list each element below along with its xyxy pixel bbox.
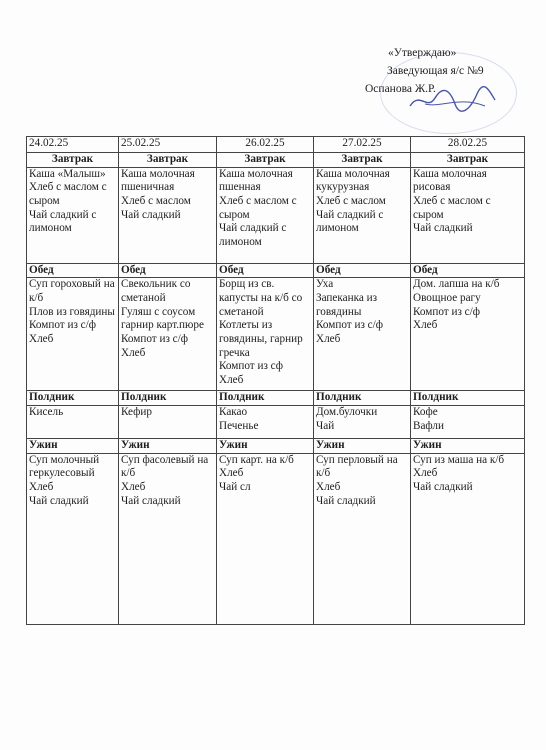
dish-item: Компот из сф bbox=[219, 360, 284, 373]
meal-label: Ужин bbox=[119, 438, 217, 453]
dish-item: Котлеты из говядины, гарнир гречка bbox=[219, 319, 303, 359]
dish-item: Вафли bbox=[413, 419, 444, 432]
dish-item: Чай сладкий с лимоном bbox=[316, 208, 384, 235]
menu-cell bbox=[411, 453, 525, 624]
meal-label: Обед bbox=[119, 263, 217, 278]
menu-cell bbox=[217, 278, 314, 391]
menu-cell bbox=[314, 167, 411, 263]
dish-item: Чай сладкий с лимоном bbox=[29, 208, 97, 235]
dish-item: Чай сладкий с лимоном bbox=[219, 222, 287, 248]
meal-label: Завтрак bbox=[314, 153, 411, 168]
meal-header-row bbox=[27, 391, 525, 406]
dish-item: Хлеб bbox=[29, 480, 54, 493]
meal-label: Ужин bbox=[411, 438, 525, 453]
meal-items-row bbox=[27, 405, 525, 438]
dish-item: Хлеб bbox=[316, 480, 341, 493]
dates-row bbox=[27, 137, 525, 153]
dish-item: Чай сладкий bbox=[413, 480, 473, 493]
menu-cell bbox=[217, 167, 314, 263]
approval-name: Оспанова Ж.Р. bbox=[365, 82, 436, 95]
meal-items-row bbox=[27, 453, 525, 624]
dish-item: Каша «Малыш» bbox=[29, 167, 106, 180]
menu-cell bbox=[27, 278, 119, 391]
dish-item: Дом. лапша на к/б bbox=[413, 278, 500, 291]
dish-item: Компот из с/ф bbox=[121, 332, 189, 345]
dish-item: Хлеб с маслом с сыром bbox=[29, 181, 107, 207]
dish-item: Чай bbox=[316, 419, 335, 432]
dish-item: Компот из с/ф bbox=[29, 319, 97, 332]
dish-item: Уха bbox=[316, 278, 334, 291]
dish-item: Запеканка из говядины bbox=[316, 291, 378, 318]
dish-item: Чай сладкий bbox=[121, 494, 181, 507]
menu-cell bbox=[314, 278, 411, 391]
dish-item: Каша молочная кукурузная bbox=[316, 167, 390, 194]
dish-item: Борщ из св. капусты на к/б со сметаной bbox=[219, 278, 303, 318]
dish-item: Хлеб bbox=[413, 467, 438, 480]
dish-item: Хлеб bbox=[121, 346, 146, 359]
menu-cell bbox=[314, 405, 411, 438]
date-cell: 26.02.25 bbox=[217, 137, 314, 153]
dish-item: Каша молочная пшенная bbox=[219, 167, 293, 194]
dish-item: Печенье bbox=[219, 419, 259, 432]
meal-label: Завтрак bbox=[119, 153, 217, 168]
meal-label: Завтрак bbox=[217, 153, 314, 168]
meal-items-row bbox=[27, 167, 525, 263]
menu-cell bbox=[119, 278, 217, 391]
dish-item: Хлеб с маслом bbox=[121, 194, 191, 207]
meal-label: Завтрак bbox=[27, 153, 119, 168]
dish-item: Суп из маша на к/б bbox=[413, 453, 505, 466]
approval-title: «Утверждаю» bbox=[388, 47, 457, 59]
dish-item: Кофе bbox=[413, 405, 438, 418]
meal-label: Обед bbox=[217, 263, 314, 278]
dish-item: Хлеб bbox=[413, 319, 438, 332]
date-cell: 27.02.25 bbox=[314, 137, 411, 153]
meal-label: Обед bbox=[27, 263, 119, 278]
meal-label: Ужин bbox=[217, 438, 314, 453]
dish-item: Свекольник со сметаной bbox=[121, 278, 191, 304]
date-cell: 24.02.25 bbox=[27, 137, 119, 153]
menu-cell bbox=[314, 453, 411, 624]
dish-item: Чай сладкий bbox=[316, 494, 376, 507]
approval-block bbox=[350, 45, 530, 98]
dish-item: Хлеб bbox=[29, 332, 54, 345]
meal-label: Полдник bbox=[27, 391, 119, 406]
dish-item: Хлеб bbox=[219, 467, 244, 480]
meal-label: Полдник bbox=[217, 391, 314, 406]
menu-cell bbox=[217, 405, 314, 438]
meal-label: Обед bbox=[411, 263, 525, 278]
meal-label: Полдник bbox=[314, 391, 411, 406]
menu-cell bbox=[119, 453, 217, 624]
meal-label: Завтрак bbox=[411, 153, 525, 168]
dish-item: Суп фасолевый на к/б bbox=[121, 453, 209, 480]
dish-item: Каша молочная рисовая bbox=[413, 167, 487, 194]
dish-item: Суп гороховый на к/б bbox=[29, 278, 115, 304]
menu-cell bbox=[119, 405, 217, 438]
meal-header-row bbox=[27, 153, 525, 168]
dish-item: Компот из с/ф bbox=[316, 319, 384, 332]
dish-item: Хлеб с маслом с сыром bbox=[219, 194, 297, 221]
dish-item: Хлеб bbox=[121, 480, 146, 493]
date-cell: 25.02.25 bbox=[119, 137, 217, 153]
dish-item: Кисель bbox=[29, 405, 64, 418]
dish-item: Каша молочная пшеничная bbox=[121, 167, 195, 194]
meal-label: Полдник bbox=[119, 391, 217, 406]
weekly-menu-table bbox=[26, 136, 525, 625]
dish-item: Плов из говядины bbox=[29, 305, 115, 318]
menu-cell bbox=[27, 167, 119, 263]
meal-label: Ужин bbox=[27, 438, 119, 453]
dish-item: Кефир bbox=[121, 405, 152, 418]
menu-cell bbox=[411, 278, 525, 391]
dish-item: Суп перловый на к/б bbox=[316, 453, 398, 480]
dish-item: Дом.булочки bbox=[316, 405, 378, 418]
dish-item: Хлеб с маслом с сыром bbox=[413, 194, 491, 221]
dish-item: Хлеб с маслом bbox=[316, 194, 386, 207]
menu-cell bbox=[217, 453, 314, 624]
dish-item: Гуляш с соусом гарнир карт.пюре bbox=[121, 305, 204, 332]
dish-item: Хлеб bbox=[316, 332, 341, 345]
dish-item: Чай сладкий bbox=[121, 208, 181, 221]
dish-item: Хлеб bbox=[219, 373, 244, 386]
menu-cell bbox=[119, 167, 217, 263]
date-cell: 28.02.25 bbox=[411, 137, 525, 153]
dish-item: Суп молочный геркулесовый bbox=[29, 453, 100, 480]
meal-label: Полдник bbox=[411, 391, 525, 406]
dish-item: Чай сл bbox=[219, 480, 251, 493]
meal-header-row bbox=[27, 263, 525, 278]
approval-role: Заведующая я/с №9 bbox=[387, 64, 484, 77]
menu-cell bbox=[411, 167, 525, 263]
meal-label: Ужин bbox=[314, 438, 411, 453]
dish-item: Какао bbox=[219, 405, 248, 418]
menu-cell bbox=[411, 405, 525, 438]
dish-item: Чай сладкий bbox=[29, 494, 89, 507]
menu-cell bbox=[27, 405, 119, 438]
menu-cell bbox=[27, 453, 119, 624]
dish-item: Овощное рагу bbox=[413, 291, 481, 304]
dish-item: Чай сладкий bbox=[413, 222, 473, 235]
dish-item: Суп карт. на к/б bbox=[219, 453, 294, 466]
meal-label: Обед bbox=[314, 263, 411, 278]
meal-items-row bbox=[27, 278, 525, 391]
dish-item: Компот из с/ф bbox=[413, 305, 481, 318]
meal-header-row bbox=[27, 438, 525, 453]
